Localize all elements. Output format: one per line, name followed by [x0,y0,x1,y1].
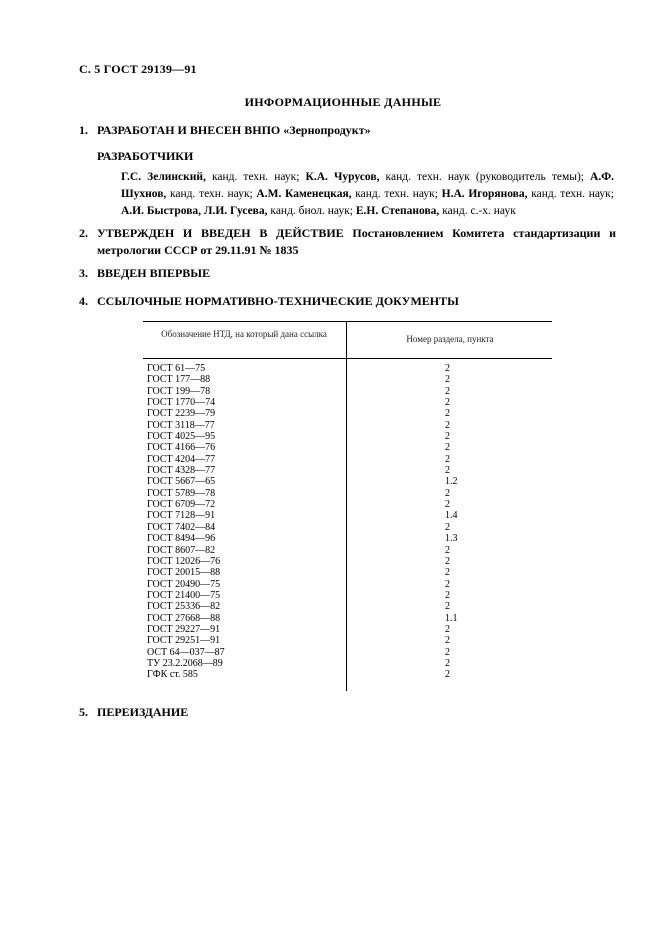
table-row [147,363,547,374]
table-row [147,374,547,385]
section-reference: 2 [445,419,450,431]
section-reference: 2 [445,487,450,499]
document-designation: ГОСТ 4204—77 [147,453,216,465]
section-number: 4. [79,294,88,308]
author-name: А.М. Каменецкая, [256,188,352,200]
section-reference: 2 [445,646,450,658]
document-designation: ГОСТ 61—75 [147,363,206,374]
section-text: ВВЕДЕН ВПЕРВЫЕ [97,266,211,280]
section-reference: 2 [445,385,450,397]
table-row [147,386,547,397]
section-number: 5. [79,705,88,719]
document-designation: ГОСТ 21400—75 [147,589,221,601]
document-designation: ГОСТ 20490—75 [147,578,221,590]
table-row [147,613,547,624]
section-reference: 2 [445,453,450,465]
author-name: Г.С. Зелинский, [121,171,206,183]
document-designation: ТУ 23.2.2068—89 [147,657,223,669]
author-name: Е.Н. Степанова, [355,205,440,217]
author-degree: канд. техн. наук; [205,171,306,183]
table-row [147,567,547,578]
author-name: А.И. Быстрова, Л.И. Гусева, [121,205,268,217]
section-reference: 2 [445,567,450,579]
table-row [147,658,547,669]
table-row [147,510,547,521]
table-body [147,363,547,681]
document-designation: ГОСТ 3118—77 [147,419,215,431]
table-row [147,635,547,646]
document-designation: ГОСТ 12026—76 [147,555,221,567]
section-5 [79,705,188,720]
author-name: К.А. Чурусов, [305,171,380,183]
document-designation: ГОСТ 199—78 [147,385,211,397]
table-row [147,590,547,601]
section-reference: 2 [445,657,450,669]
document-designation: ГОСТ 25336—82 [147,601,221,613]
section-reference: 2 [445,499,450,511]
table-row [147,533,547,544]
table-row [147,408,547,419]
document-designation: ГОСТ 4025—95 [147,431,216,443]
section-reference: 2 [445,408,450,420]
author-degree: канд. техн. наук; [166,188,257,200]
table-row [147,465,547,476]
table-row [147,442,547,453]
section-reference: 2 [445,601,450,613]
document-designation: ГОСТ 4328—77 [147,465,216,477]
author-name: А.Ф. Шухнов, [121,171,614,200]
section-number: 1. [79,123,88,137]
column-header-document: Обозначение НТД, на который дана ссылка [161,329,327,339]
section-reference: 2 [445,623,450,635]
section-reference: 1.2 [445,476,458,488]
section-reference: 2 [445,635,450,647]
table-row [147,556,547,567]
table-row [147,397,547,408]
table-row [147,454,547,465]
table-row [147,499,547,510]
document-designation: ГОСТ 29251—91 [147,635,221,647]
page-header: С. 5 ГОСТ 29139—91 [79,62,197,76]
table-row [147,601,547,612]
document-designation: ГФК ст. 585 [147,669,198,681]
section-reference: 2 [445,521,450,533]
document-designation: ГОСТ 27668—88 [147,612,221,624]
section-reference: 2 [445,578,450,590]
section-reference: 1.1 [445,612,458,624]
table-row [147,488,547,499]
section-4 [79,294,459,309]
section-number: 3. [79,266,88,280]
document-designation: ГОСТ 7128—91 [147,510,216,522]
author-degree: канд. техн. наук (руководитель темы); [379,171,591,183]
document-designation: ГОСТ 20015—88 [147,567,221,579]
table-row [147,545,547,556]
document-designation: ОСТ 64—037—87 [147,646,225,658]
authors-paragraph [121,169,614,220]
section-text: РАЗРАБОТАН И ВНЕСЕН ВНПО «Зернопродукт» [97,123,371,137]
document-designation: ГОСТ 177—88 [147,374,211,386]
section-reference: 2 [445,465,450,477]
section-reference: 1.3 [445,533,458,545]
section-reference: 2 [445,669,450,681]
section-reference: 2 [445,363,450,374]
document-title: ИНФОРМАЦИОННЫЕ ДАННЫЕ [244,95,442,109]
section-reference: 2 [445,589,450,601]
section-number: 2. [79,226,88,240]
table-row [147,669,547,680]
document-designation: ГОСТ 5667—65 [147,476,216,488]
section-text: УТВЕРЖДЕН И ВВЕДЕН В ДЕЙСТВИЕ Постановлением Комитета стандартизации и метрологии СССР от 29.11.91 № 1835 [97,226,616,257]
table-row [147,431,547,442]
document-designation: ГОСТ 2239—79 [147,408,216,420]
table-row [147,522,547,533]
author-degree: канд. техн. наук; [351,188,442,200]
section-reference: 2 [445,555,450,567]
section-2 [79,225,616,259]
table-header [143,321,552,359]
table-row [147,579,547,590]
document-designation: ГОСТ 8607—82 [147,544,216,556]
document-designation: ГОСТ 4166—76 [147,442,216,454]
section-text: ПЕРЕИЗДАНИЕ [97,705,189,719]
table-row [147,420,547,431]
developers-heading: РАЗРАБОТЧИКИ [97,149,194,163]
section-reference: 1.4 [445,510,458,522]
table-row [147,624,547,635]
document-designation: ГОСТ 8494—96 [147,533,216,545]
document-designation: ГОСТ 29227—91 [147,623,221,635]
section-3 [79,266,210,281]
section-reference: 2 [445,544,450,556]
column-header-section: Номер раздела, пункта [406,334,494,344]
section-reference: 2 [445,431,450,443]
table-row [147,647,547,658]
author-degree: канд. биол. наук; [267,205,356,217]
document-designation: ГОСТ 5789—78 [147,487,216,499]
section-reference: 2 [445,397,450,409]
author-name: Н.А. Игорянова, [441,188,528,200]
section-reference: 2 [445,374,450,386]
section-1 [79,123,371,138]
author-degree: канд. с.-х. наук [439,205,516,217]
table-row [147,476,547,487]
reference-table [143,321,552,681]
document-designation: ГОСТ 6709—72 [147,499,216,511]
document-designation: ГОСТ 1770—74 [147,397,216,409]
section-reference: 2 [445,442,450,454]
author-degree: канд. техн. наук; [527,188,614,200]
document-designation: ГОСТ 7402—84 [147,521,216,533]
section-text: ССЫЛОЧНЫЕ НОРМАТИВНО-ТЕХНИЧЕСКИЕ ДОКУМЕНТЫ [97,294,459,308]
